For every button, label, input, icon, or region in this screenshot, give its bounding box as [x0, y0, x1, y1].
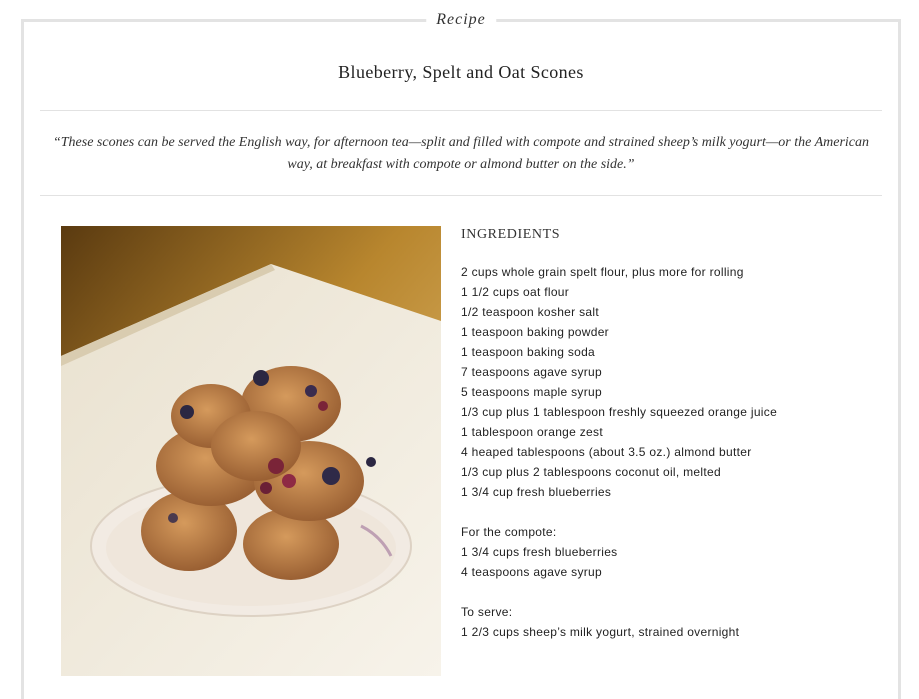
ingredient-item: 1 3/4 cups fresh blueberries [461, 545, 618, 559]
serve-label: To serve: [461, 605, 513, 619]
ingredient-item: 1 1/2 cups oat flour [461, 285, 570, 299]
ingredients-list [461, 262, 881, 642]
list-spacer [461, 582, 881, 602]
recipe-legend: Recipe [426, 10, 496, 30]
ingredient-item: 1/3 cup plus 2 tablespoons coconut oil, melted [461, 465, 721, 479]
list-spacer [461, 502, 881, 522]
recipe-quote: “These scones can be served the English way, for afternoon tea—split and filled with compote and strained sheep’s milk yogurt—or the American way, at breakfast with compote or almond butter on the side.” [52, 135, 870, 172]
ingredient-item: 1 teaspoon baking soda [461, 345, 596, 359]
ingredient-item: 1/3 cup plus 1 tablespoon freshly squeezed orange juice [461, 405, 778, 419]
divider [40, 195, 882, 196]
ingredient-item: 1 2/3 cups sheep’s milk yogurt, strained overnight [461, 625, 740, 639]
compote-label: For the compote: [461, 525, 557, 539]
ingredient-item: 7 teaspoons agave syrup [461, 365, 602, 379]
ingredient-item: 1/2 teaspoon kosher salt [461, 305, 599, 319]
ingredient-item: 4 heaped tablespoons (about 3.5 oz.) almond butter [461, 445, 752, 459]
ingredient-item: 1 teaspoon baking powder [461, 325, 609, 339]
ingredient-item: 5 teaspoons maple syrup [461, 385, 602, 399]
recipe-title: Blueberry, Spelt and Oat Scones [338, 62, 584, 82]
recipe-card [21, 11, 901, 699]
scones-photo [61, 226, 441, 676]
ingredient-item: 1 tablespoon orange zest [461, 425, 603, 439]
ingredient-item: 4 teaspoons agave syrup [461, 565, 602, 579]
ingredient-item: 1 3/4 cup fresh blueberries [461, 485, 612, 499]
divider [40, 110, 882, 111]
ingredients-panel [461, 226, 881, 642]
ingredients-heading: INGREDIENTS [461, 227, 561, 242]
ingredient-item: 2 cups whole grain spelt flour, plus more for rolling [461, 265, 744, 279]
